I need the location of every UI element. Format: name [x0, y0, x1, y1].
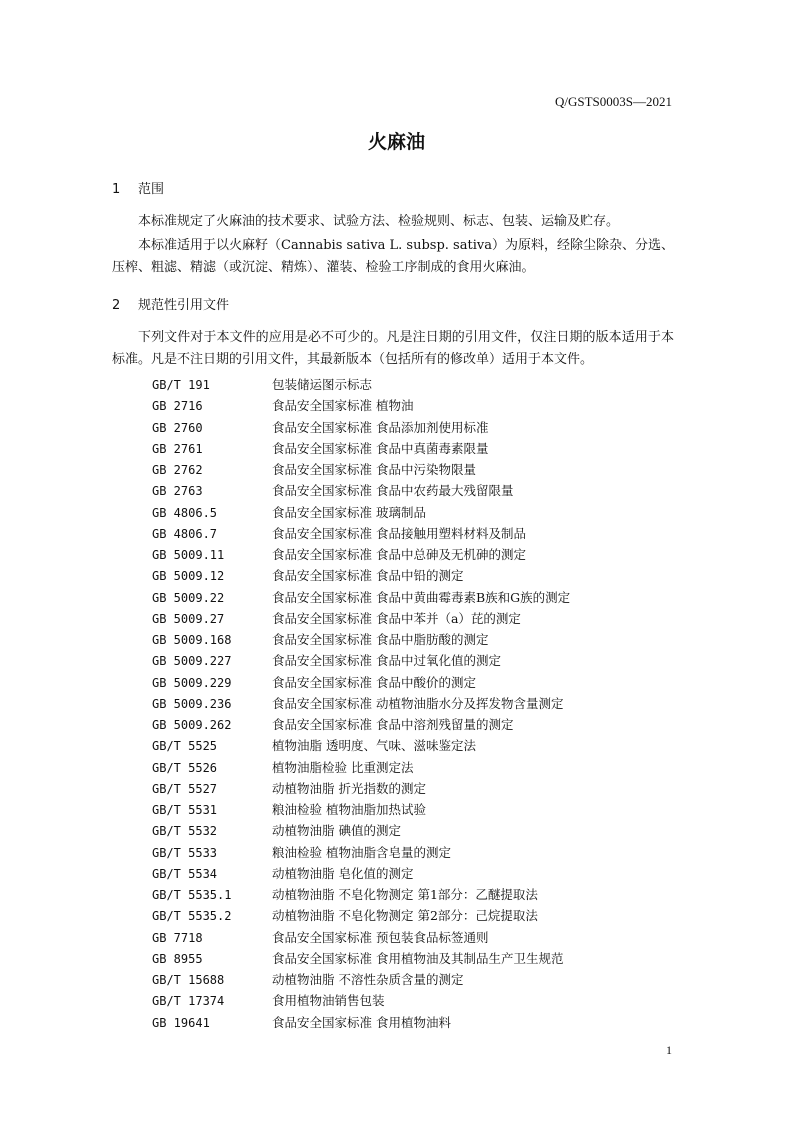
- reference-code: GB 5009.12: [152, 569, 225, 584]
- reference-title: 食品安全国家标准 食用植物油料: [272, 1014, 451, 1030]
- reference-item: [152, 693, 570, 714]
- reference-item: [152, 650, 570, 671]
- reference-title: 食品安全国家标准 植物油: [272, 398, 414, 414]
- reference-item: [152, 778, 570, 799]
- reference-item: [152, 417, 570, 438]
- reference-code: GB 5009.262: [152, 718, 232, 732]
- reference-title: 食品安全国家标准 食品中溶剂残留量的测定: [272, 717, 514, 732]
- reference-item: [152, 459, 570, 480]
- reference-item: [152, 927, 570, 948]
- reference-code: GB 5009.22: [152, 590, 225, 605]
- reference-code: GB/T 5525: [152, 739, 218, 754]
- reference-item: [152, 863, 570, 884]
- reference-code: GB 4806.5: [152, 505, 218, 520]
- reference-item: [152, 969, 570, 990]
- reference-code: GB 5009.227: [152, 654, 232, 669]
- section-1-heading: [112, 178, 164, 197]
- section-1-title: 范围: [138, 182, 165, 197]
- reference-item: [152, 502, 570, 523]
- reference-code: GB/T 5527: [152, 781, 218, 796]
- section-1-number: 1: [112, 182, 121, 197]
- reference-item: [152, 480, 570, 501]
- reference-code: GB/T 5526: [152, 760, 218, 775]
- reference-title: 食品安全国家标准 食用植物油及其制品生产卫生规范: [272, 950, 564, 966]
- reference-item: [152, 523, 570, 544]
- reference-item: [152, 1012, 570, 1033]
- reference-item: [152, 672, 570, 693]
- reference-title: 粮油检验 植物油脂加热试验: [272, 802, 426, 817]
- section-1-paragraph-1: 本标准规定了火麻油的技术要求、试验方法、检验规则、标志、包装、运输及贮存。: [138, 214, 620, 229]
- reference-code: GB 4806.7: [152, 526, 218, 541]
- reference-item: [152, 842, 570, 863]
- reference-code: GB/T 17374: [152, 994, 225, 1009]
- reference-title: 食品安全国家标准 食品中脂肪酸的测定: [272, 632, 489, 647]
- reference-item: [152, 905, 570, 926]
- section-1-paragraph-2: 本标准适用于以火麻籽（Cannabis sativa L. subsp. sativa）为原料，经除尘除杂、分选、压榨、粗滤、精滤（或沉淀、精炼）、灌装、检验工序制成的食用火麻油。: [112, 238, 674, 275]
- reference-title: 动植物油脂 折光指数的测定: [272, 780, 426, 796]
- reference-item: [152, 948, 570, 969]
- reference-code: GB/T 5534: [152, 866, 218, 881]
- reference-code: GB 2760: [152, 420, 203, 435]
- reference-item: [152, 757, 570, 778]
- reference-code: GB 2716: [152, 399, 203, 414]
- reference-item: [152, 714, 570, 735]
- reference-title: 食品安全国家标准 动植物油脂水分及挥发物含量测定: [272, 695, 564, 711]
- standard-code: Q/GSTS0003S—2021: [554, 94, 672, 109]
- reference-item: [152, 395, 570, 416]
- reference-title: 食品安全国家标准 食品中农药最大残留限量: [272, 483, 514, 499]
- reference-title: 食品安全国家标准 食品中污染物限量: [272, 462, 476, 477]
- reference-title: 食品安全国家标准 食品中过氧化值的测定: [272, 653, 501, 669]
- reference-code: GB 5009.27: [152, 611, 225, 626]
- reference-item: [152, 608, 570, 629]
- reference-title: 食品安全国家标准 食品中铅的测定: [272, 568, 464, 584]
- reference-title: 食品安全国家标准 食品接触用塑料材料及制品: [272, 525, 526, 541]
- page-title: 火麻油: [367, 131, 425, 153]
- reference-code: GB/T 15688: [152, 973, 225, 987]
- reference-item: [152, 587, 570, 608]
- reference-title: 食品安全国家标准 食品中总砷及无机砷的测定: [272, 547, 526, 562]
- reference-title: 食品安全国家标准 食品中黄曲霉毒素B族和G族的测定: [272, 589, 571, 605]
- reference-code: GB 5009.236: [152, 696, 232, 711]
- reference-title: 食品安全国家标准 预包装食品标签通则: [272, 929, 489, 945]
- reference-code: GB 7718: [152, 930, 203, 945]
- reference-title: 食品安全国家标准 食品中真菌毒素限量: [272, 440, 489, 456]
- reference-code: GB/T 5533: [152, 845, 218, 860]
- reference-title: 植物油脂 透明度、气味、滋味鉴定法: [272, 738, 476, 754]
- reference-code: GB 19641: [152, 1015, 210, 1030]
- reference-item: [152, 799, 570, 820]
- reference-code: GB 5009.11: [152, 548, 225, 562]
- reference-code: GB/T 5532: [152, 824, 218, 839]
- reference-code: GB/T 5535.1: [152, 888, 232, 902]
- reference-item: [152, 735, 570, 756]
- reference-title: 动植物油脂 不皂化物测定 第1部分：乙醚提取法: [272, 887, 538, 902]
- reference-item: [152, 820, 570, 841]
- reference-title: 动植物油脂 不皂化物测定 第2部分：己烷提取法: [272, 908, 538, 924]
- reference-title: 动植物油脂 不溶性杂质含量的测定: [272, 972, 464, 987]
- reference-title: 食品安全国家标准 食品中酸价的测定: [272, 674, 476, 690]
- section-2-intro: 下列文件对于本文件的应用是必不可少的。凡是注日期的引用文件，仅注日期的版本适用于本标准。凡是不注日期的引用文件，其最新版本（包括所有的修改单）适用于本文件。: [112, 330, 674, 367]
- reference-title: 食品安全国家标准 食品添加剂使用标准: [272, 419, 489, 435]
- reference-title: 包装储运图示标志: [272, 377, 373, 392]
- reference-code: GB 2761: [152, 441, 203, 456]
- reference-code: GB 5009.168: [152, 633, 232, 647]
- reference-item: [152, 544, 570, 565]
- reference-item: [152, 438, 570, 459]
- reference-list: [152, 374, 570, 1033]
- reference-item: [152, 629, 570, 650]
- reference-code: GB/T 191: [152, 378, 210, 392]
- reference-title: 动植物油脂 碘值的测定: [272, 823, 401, 839]
- reference-item: [152, 990, 570, 1011]
- reference-title: 食品安全国家标准 玻璃制品: [272, 504, 426, 520]
- reference-code: GB 5009.229: [152, 675, 232, 690]
- section-2-title: 规范性引用文件: [138, 298, 230, 313]
- reference-code: GB/T 5531: [152, 803, 218, 817]
- reference-code: GB 8955: [152, 951, 203, 966]
- reference-title: 植物油脂检验 比重测定法: [272, 759, 414, 775]
- reference-title: 食用植物油销售包装: [272, 993, 385, 1009]
- reference-code: GB 2763: [152, 484, 203, 499]
- reference-title: 动植物油脂 皂化值的测定: [272, 865, 414, 881]
- reference-title: 食品安全国家标准 食品中苯并（a）芘的测定: [272, 610, 521, 626]
- section-2-number: 2: [112, 298, 121, 313]
- reference-item: [152, 374, 570, 395]
- reference-item: [152, 565, 570, 586]
- page-number: 1: [666, 1043, 672, 1057]
- reference-code: GB/T 5535.2: [152, 909, 232, 924]
- reference-code: GB 2762: [152, 463, 203, 477]
- section-2-heading: [112, 294, 229, 313]
- reference-item: [152, 884, 570, 905]
- reference-title: 粮油检验 植物油脂含皂量的测定: [272, 844, 451, 860]
